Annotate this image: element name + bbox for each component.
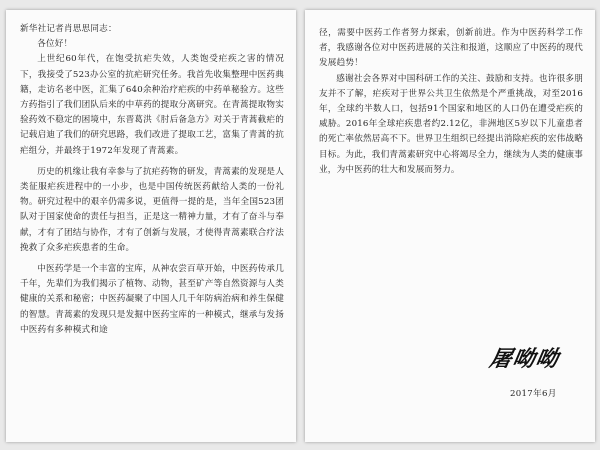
- paragraph-4: 感谢社会各界对中国科研工作的关注、鼓励和支持。也许很多朋友并不了解，疟疾对于世界公共卫生依然是个严重挑战，对至2016年，全球约半数人口，包括91个国家和地区的人口仍在遭受疟疾的威胁。2016年全球疟疾患者约2.12亿，非洲地区5岁以下儿童患者的死亡率依然居高不下。世界卫生组织已经提出消除疟疾的宏伟战略目标。为此，我们青蒿素研究中心将竭尽全力，继续为人类的健康事业，为中医药的壮大和发展而努力。: [319, 73, 583, 175]
- paragraph-1: 上世纪60年代，在饱受抗疟失效，人类饱受疟疾之害的情况下，我接受了523办公室的抗疟研究任务。我首先收集整理中医药典籍，走访名老中医，汇集了640余种治疗疟疾的中药单秘验方。这些方药指引了我们团队后来的中草药的提取分离研究。在青蒿提取物实验药效不稳定的困境中，东晋葛洪《肘后备急方》对关于青蒿截疟的记载启迪了我们的研究思路，我们改进了提取工艺，富集了青蒿的抗疟组分，并最终于1972年发现了青蒿素。: [20, 54, 284, 156]
- paragraph-continued: 径，需要中医药工作者努力探索，创新前进。作为中医药科学工作者，我感谢各位对中医药进展的关注和报道，这顺应了中医药的现代发展趋势！: [319, 28, 583, 69]
- letter-page-left: [6, 10, 296, 442]
- letter-page-right: [305, 10, 595, 442]
- paragraph-2: 历史的机缘让我有幸参与了抗疟药物的研发，青蒿素的发现是人类征服疟疾进程中的一小步，也是中国传统医药献给人类的一份礼物。研究过程中的艰辛仍需多说，更值得一提的是，当年全国523团队对于国家使命的责任与担当，正是这一精神力量，才有了奋斗与奉献，才有了团结与协作，才有了创新与发展，才使得青蒿素联合疗法挽救了众多疟疾患者的生命。: [20, 166, 284, 253]
- paragraph-3: 中医药学是一个丰富的宝库，从神农尝百草开始，中医药传承几千年，先辈们为我们揭示了植物、动物，甚至矿产等自然资源与人类健康的关系和秘密；中医药凝聚了中国人几千年防病治病和养生保健的智慧。青蒿素的发现只是发掘中医药宝库的一种模式，继承与发扬中医药有多种模式和途: [20, 264, 284, 335]
- salutation: 新华社记者肖思思同志：: [20, 24, 117, 34]
- greeting: 各位好！: [37, 39, 73, 50]
- handwritten-signature: 屠呦呦: [487, 346, 562, 372]
- letter-date: 2017年6月: [510, 389, 557, 399]
